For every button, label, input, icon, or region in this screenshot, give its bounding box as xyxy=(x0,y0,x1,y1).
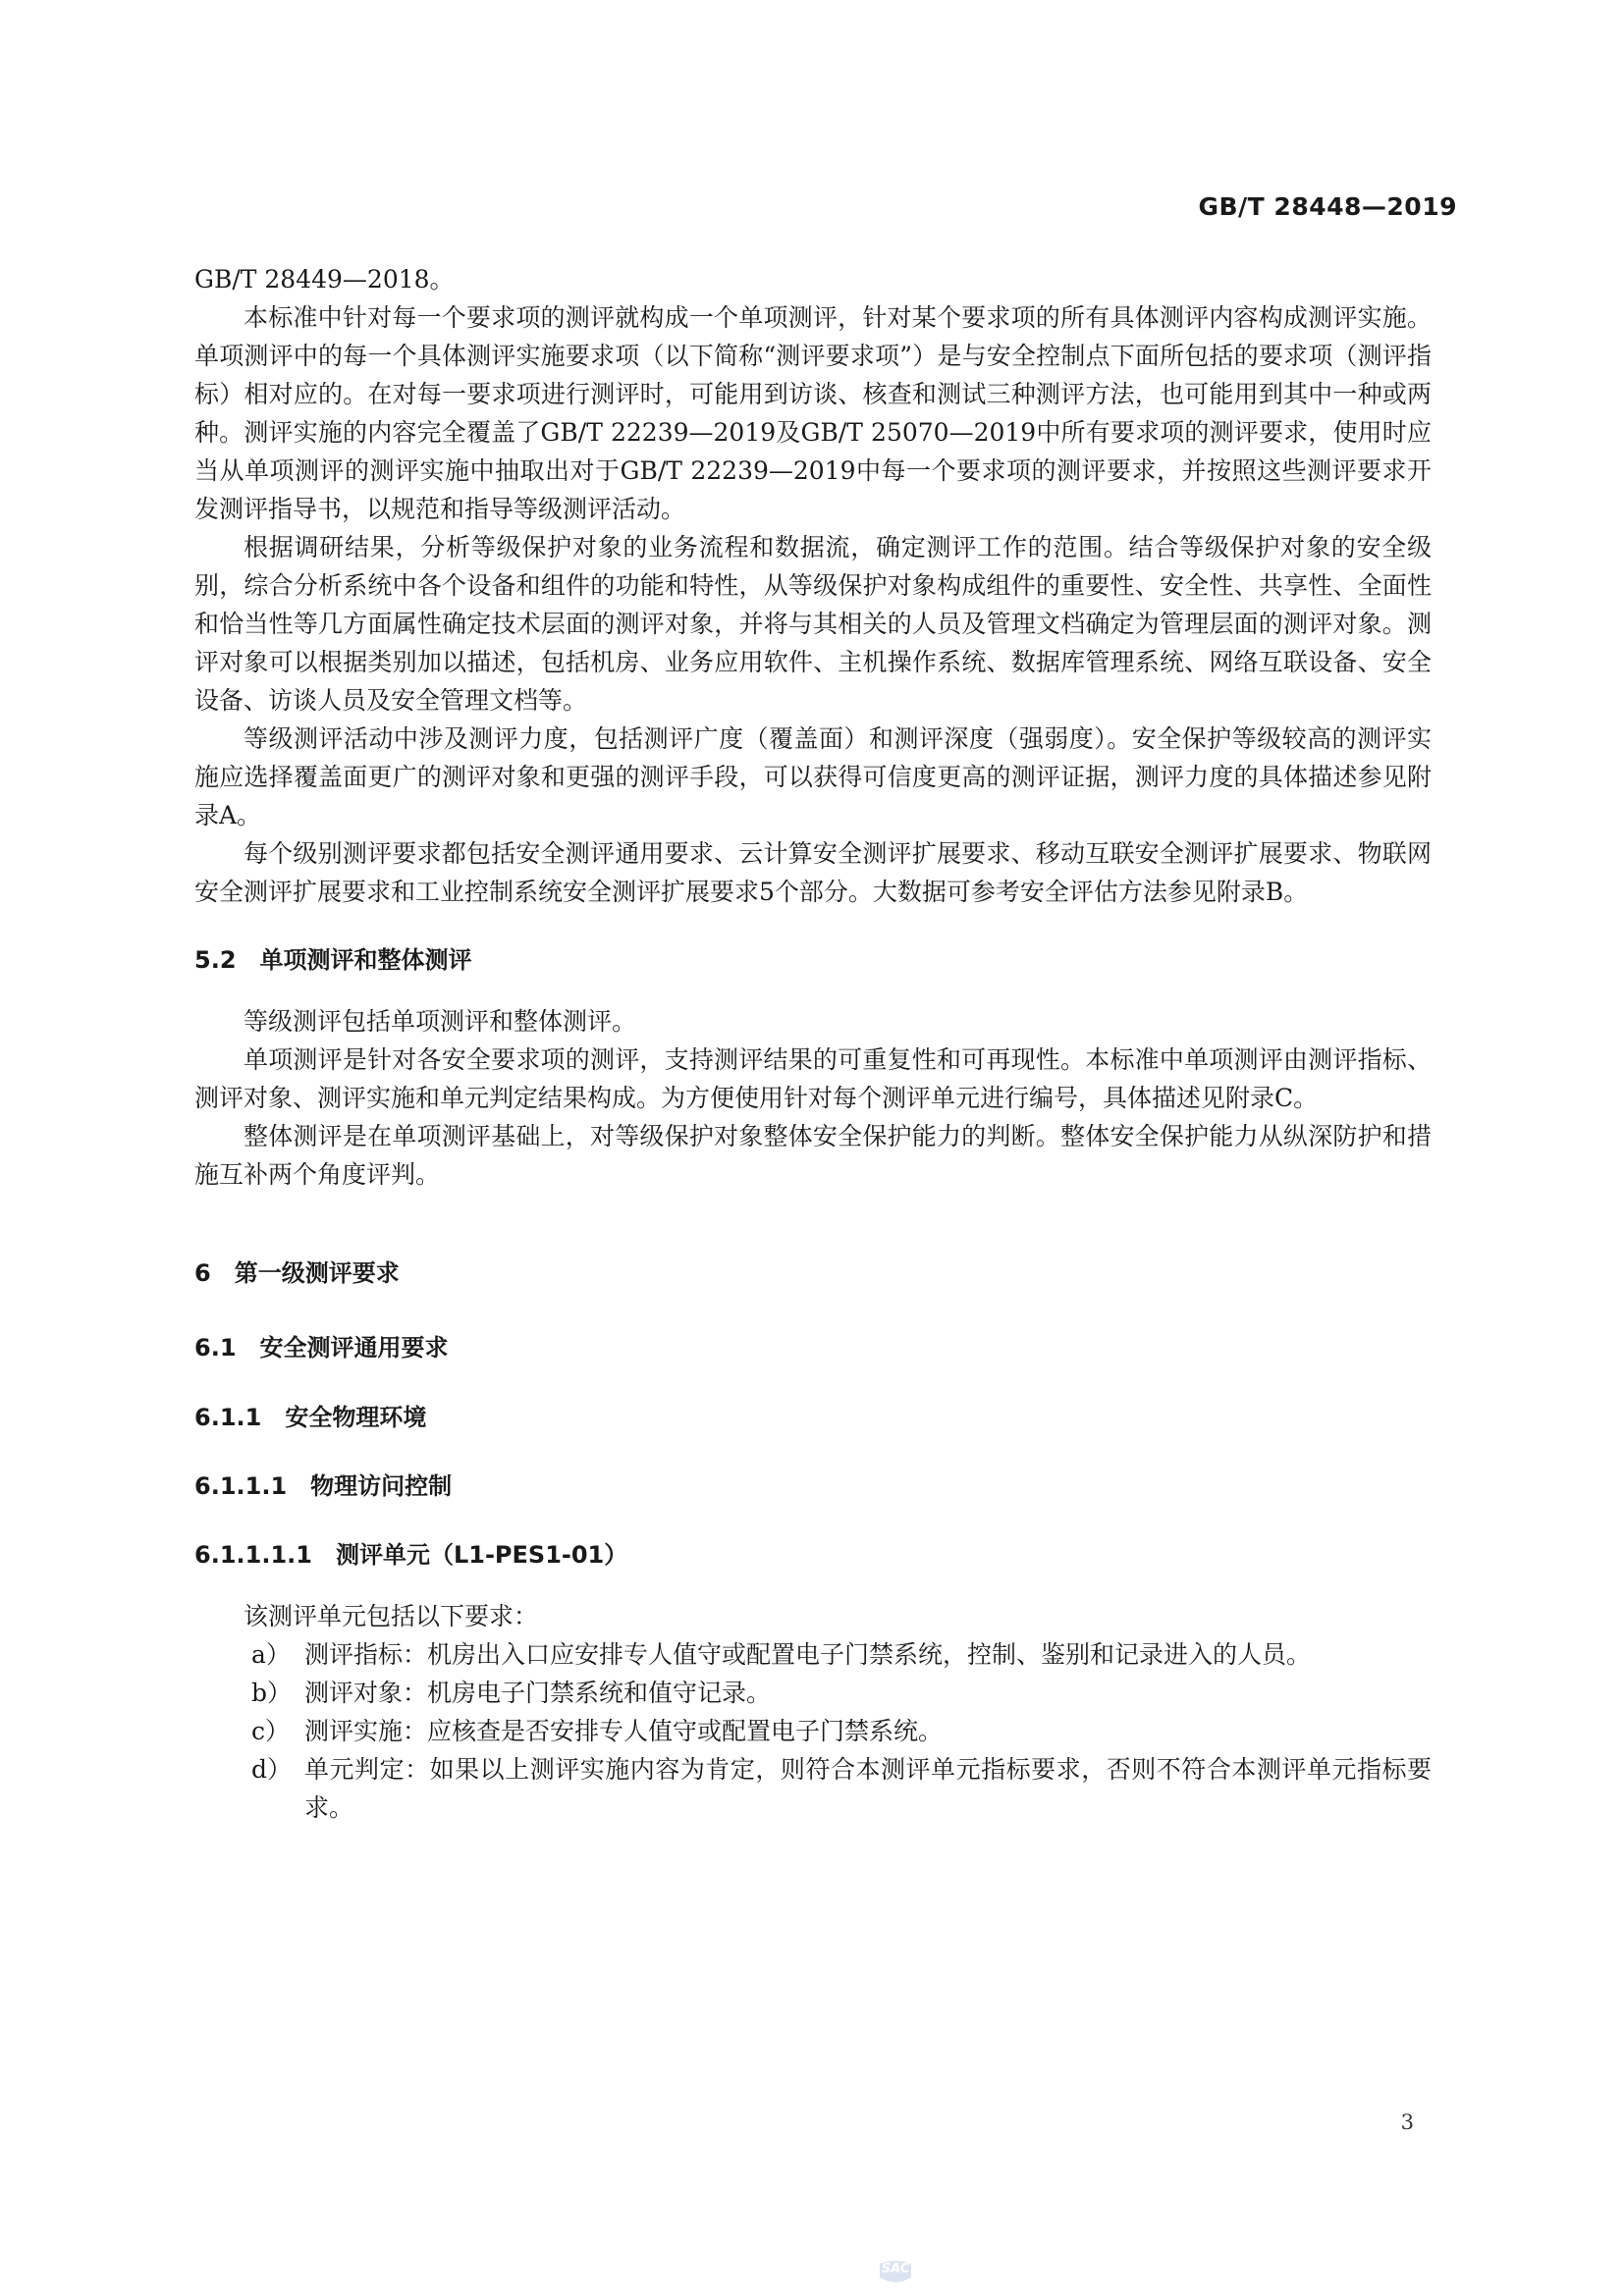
list-item xyxy=(194,1712,1432,1750)
watermark-text: SAC xyxy=(881,2262,910,2276)
section-number: 5.2 xyxy=(194,946,237,974)
section-number: 6.1.1.1 xyxy=(194,1472,288,1500)
paragraph: 根据调研结果，分析等级保护对象的业务流程和数据流，确定测评工作的范围。结合等级保护对象的安全级别，综合分析系统中各个设备和组件的功能和特性，从等级保护对象构成组件的重要性、安全性、共享性、全面性和恰当性等几方面属性确定技术层面的测评对象，并将与其相关的人员及管理文档确定为管理层面的测评对象。测评对象可以根据类别加以描述，包括机房、业务应用软件、主机操作系统、数据库管理系统、网络互联设备、安全设备、访谈人员及安全管理文档等。 xyxy=(194,533,1432,715)
page-number: 3 xyxy=(1400,2110,1414,2134)
paragraph: 等级测评活动中涉及测评力度，包括测评广度（覆盖面）和测评深度（强弱度）。安全保护等级较高的测评实施应选择覆盖面更广的测评对象和更强的测评手段，可以获得可信度更高的测评证据，测评力度的具体描述参见附录A。 xyxy=(194,724,1432,829)
sac-watermark-icon xyxy=(876,2258,915,2287)
section-number: 6.1.1.1.1 xyxy=(194,1541,312,1569)
list-item xyxy=(194,1750,1432,1827)
list-item-text: 测评实施：应核查是否安排专人值守或配置电子门禁系统。 xyxy=(304,1717,944,1745)
section-heading-6-1 xyxy=(194,1329,1432,1367)
requirement-list xyxy=(194,1635,1432,1827)
section-heading-6-1-1 xyxy=(194,1399,1432,1437)
paragraph: 等级测评包括单项测评和整体测评。 xyxy=(244,1007,637,1036)
paragraph: 每个级别测评要求都包括安全测评通用要求、云计算安全测评扩展要求、移动互联安全测评扩展要求、物联网安全测评扩展要求和工业控制系统安全测评扩展要求5个部分。大数据可参考安全评估方法参见附录B。 xyxy=(194,839,1432,906)
list-item xyxy=(194,1674,1432,1712)
section-number: 6 xyxy=(194,1259,211,1287)
section-heading-5-2 xyxy=(194,941,1432,980)
section-number: 6.1.1 xyxy=(194,1404,262,1431)
paragraph: 整体测评是在单项测评基础上，对等级保护对象整体安全保护能力的判断。整体安全保护能力从纵深防护和措施互补两个角度评判。 xyxy=(194,1122,1432,1189)
paragraph: 本标准中针对每一个要求项的测评就构成一个单项测评，针对某个要求项的所有具体测评内容构成测评实施。单项测评中的每一个具体测评实施要求项（以下简称“测评要求项”）是与安全控制点下面所包括的要求项（测评指标）相对应的。在对每一要求项进行测评时，可能用到访谈、核查和测试三种测评方法，也可能用到其中一种或两种。测评实施的内容完全覆盖了GB/T 22239—2019及GB/T 25070—2019中所有要求项的测评要求，使用时应当从单项测评的测评实施中抽取出对于GB/T 22239—2019中每一个要求项的测评要求，并按照这些测评要求开发测评指导书，以规范和指导等级测评活动。 xyxy=(194,303,1432,523)
paragraph-continued: GB/T 28449—2018。 xyxy=(194,265,455,294)
section-title: 第一级测评要求 xyxy=(234,1259,400,1287)
list-item-label: d） xyxy=(251,1755,293,1784)
list-item-text: 单元判定：如果以上测评实施内容为肯定，则符合本测评单元指标要求，否则不符合本测评单元指标要求。 xyxy=(304,1755,1432,1822)
list-item-label: a） xyxy=(251,1640,291,1669)
list-item-label: c） xyxy=(251,1717,291,1745)
section-title: 安全物理环境 xyxy=(285,1404,427,1431)
chapter-heading-6 xyxy=(194,1255,1432,1293)
list-item xyxy=(194,1635,1432,1674)
section-title: 安全测评通用要求 xyxy=(259,1334,449,1362)
standard-code: GB/T 28448—2019 xyxy=(1198,192,1457,221)
section-title: 单项测评和整体测评 xyxy=(259,946,472,974)
section-heading-6-1-1-1 xyxy=(194,1468,1432,1506)
section-title: 物理访问控制 xyxy=(310,1472,453,1500)
section-heading-6-1-1-1-1 xyxy=(194,1536,1432,1575)
paragraph: 单项测评是针对各安全要求项的测评，支持测评结果的可重复性和可再现性。本标准中单项测评由测评指标、测评对象、测评实施和单元判定结果构成。为方便使用针对每个测评单元进行编号，具体描述见附录C。 xyxy=(194,1045,1432,1112)
section-number: 6.1 xyxy=(194,1334,237,1362)
list-item-text: 测评对象：机房电子门禁系统和值守记录。 xyxy=(304,1679,772,1707)
list-item-label: b） xyxy=(251,1679,293,1707)
list-item-text: 测评指标：机房出入口应安排专人值守或配置电子门禁系统，控制、鉴别和记录进入的人员。 xyxy=(304,1640,1312,1669)
list-intro: 该测评单元包括以下要求： xyxy=(244,1602,539,1630)
section-title: 测评单元（L1-PES1-01） xyxy=(335,1541,628,1569)
page-body xyxy=(194,260,1432,1827)
